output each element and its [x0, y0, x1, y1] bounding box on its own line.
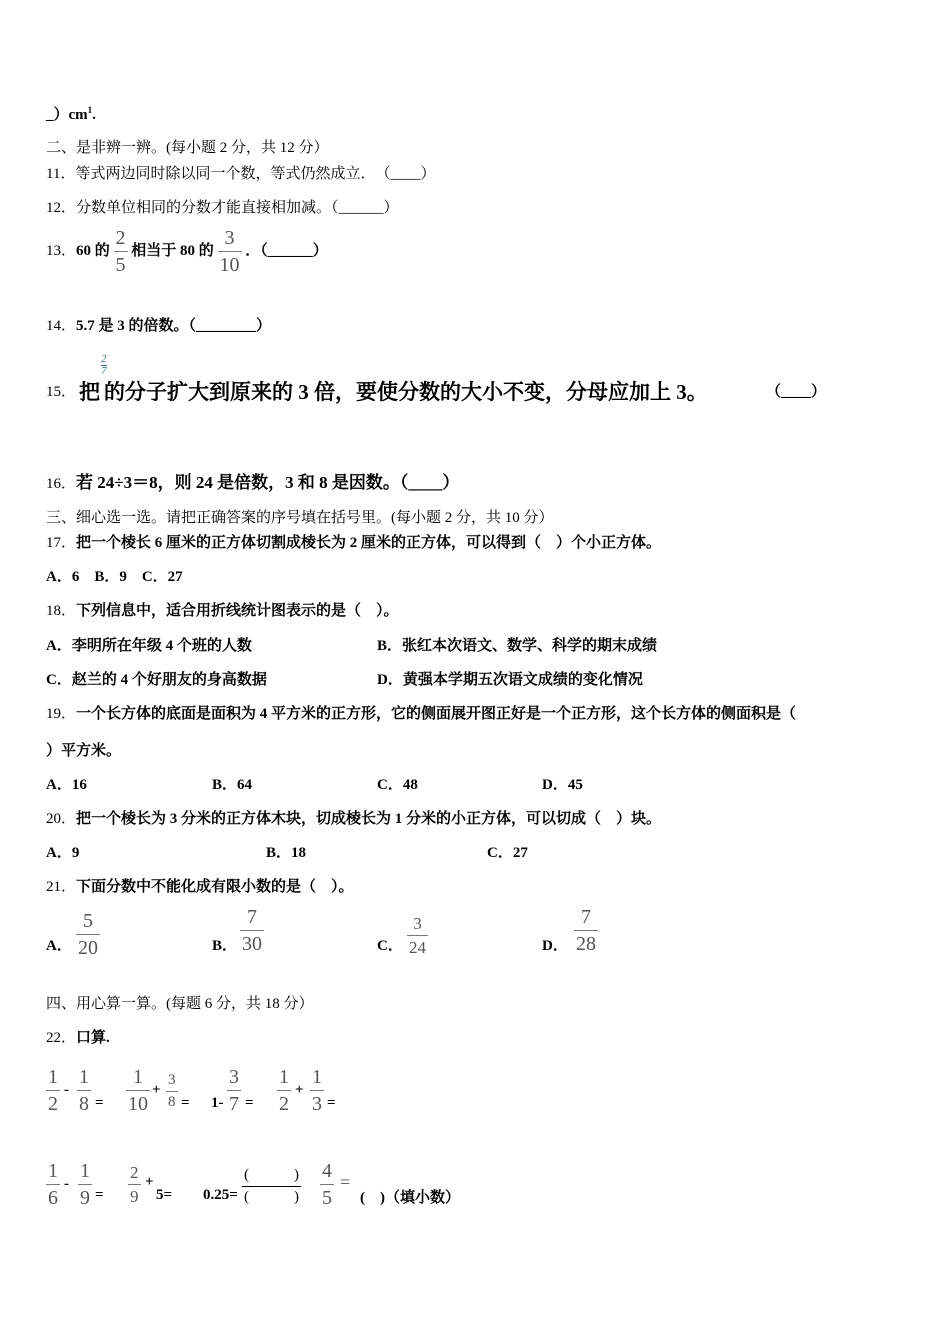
calc-7-blank-top[interactable]: ( )	[244, 1167, 299, 1183]
question-21	[46, 875, 354, 896]
calc-4-fraction-a	[277, 1067, 291, 1114]
calc-6-num: 2	[130, 1163, 139, 1182]
calc-2-b-den: 8	[166, 1091, 178, 1110]
q21-option-b-label: B．	[212, 938, 238, 954]
q10-sup: 1	[87, 105, 93, 115]
q13-f2-numerator: 3	[224, 227, 235, 249]
calc-1-a-num: 1	[48, 1066, 58, 1088]
calc-1-operator: -	[64, 1082, 69, 1098]
calc-2-operator: +	[152, 1082, 161, 1098]
q20-text: 把一个棱长为 3 分米的正方体木块，切成棱长为 1 分米的小正方体，可以切成（ ）块。	[76, 811, 662, 827]
calc-5-fraction-b	[78, 1161, 92, 1208]
q19-option-c: C．48	[377, 777, 418, 793]
calc-2-a-num: 1	[133, 1066, 143, 1088]
calc-2-b-num: 3	[168, 1072, 176, 1088]
q15-number: 15．	[46, 384, 77, 400]
q13-f1-denominator: 5	[114, 251, 128, 275]
question-13	[46, 228, 328, 275]
calc-6-fraction	[128, 1164, 141, 1205]
calc-4-a-num: 1	[279, 1066, 289, 1088]
q21-option-d-fraction	[574, 907, 598, 954]
calc-7-prefix: 0.25=	[203, 1187, 238, 1203]
q19-option-a: A．16	[46, 777, 87, 793]
calc-2-fraction-a	[126, 1067, 150, 1114]
q15-fraction	[101, 354, 107, 377]
q21-option-a-fraction	[76, 911, 100, 958]
q12-text: 分数单位相同的分数才能直接相加减。（______）	[76, 200, 399, 216]
section-4-heading: 四、用心算一算。(每题 6 分，共 18 分）	[46, 996, 314, 1012]
q21-b-numerator: 7	[247, 906, 257, 928]
question-18	[46, 599, 399, 620]
q16-text: 若 24÷3＝8，则 24 是倍数，3 和 8 是因数。（____）	[76, 473, 460, 492]
q18-option-a: A．李明所在年级 4 个班的人数	[46, 638, 252, 654]
calc-3-num: 3	[229, 1066, 239, 1088]
calc-1-b-den: 8	[77, 1090, 91, 1114]
q18-option-b: B．张红本次语文、数学、科学的期末成绩	[377, 638, 658, 654]
q21-c-denominator: 24	[407, 935, 428, 956]
calc-4-equals: =	[327, 1095, 336, 1111]
calc-5-fraction-a	[46, 1161, 60, 1208]
q21-d-numerator: 7	[581, 906, 591, 928]
q18-text: 下列信息中，适合用折线统计图表示的是（ ）。	[76, 603, 399, 619]
calc-1-a-den: 2	[46, 1090, 60, 1114]
calc-8-den: 5	[320, 1184, 334, 1208]
q19-option-b: B．64	[212, 777, 253, 793]
calc-1-fraction-a	[46, 1067, 60, 1114]
calc-8-fraction	[320, 1161, 334, 1208]
calc-4-b-den: 3	[310, 1090, 324, 1114]
q18-number: 18．	[46, 603, 77, 619]
q13-text-1: 60 的	[76, 242, 110, 259]
calc-5-equals: =	[95, 1187, 104, 1203]
q13-text-3: ．（______）	[245, 242, 328, 259]
calc-3-fraction	[227, 1067, 241, 1114]
q19-number: 19．	[46, 706, 77, 722]
q15-numerator: 2	[101, 353, 107, 365]
q13-fraction-1	[114, 228, 128, 275]
q15-text-3: （____）	[766, 384, 827, 400]
q10-tail-text: _）cm	[46, 107, 88, 123]
q14-text: 5.7 是 3 的倍数。（________）	[76, 318, 272, 334]
question-20	[46, 807, 661, 828]
q17-number: 17．	[46, 535, 77, 551]
calc-3-prefix: 1-	[211, 1095, 224, 1111]
q21-option-c-fraction	[407, 915, 428, 956]
calc-8-tail: ( )（填小数）	[360, 1190, 460, 1206]
q21-option-d-label: D．	[542, 938, 568, 954]
calc-4-operator: +	[295, 1082, 304, 1098]
q21-option-a-label: A．	[46, 938, 72, 954]
question-17	[46, 531, 661, 552]
calc-8-num: 4	[322, 1160, 332, 1182]
q19-text-1: 一个长方体的底面是面积为 4 平方米的正方形，它的侧面展开图正好是一个正方形，这个长方体的侧面积是（	[76, 706, 797, 722]
q14-number: 14．	[46, 318, 77, 334]
q17-options: A．6 B．9 C．27	[46, 569, 183, 585]
q13-f2-denominator: 10	[218, 251, 242, 275]
q13-fraction-2	[218, 228, 242, 275]
q20-option-c: C．27	[487, 845, 528, 861]
q21-b-denominator: 30	[240, 930, 264, 954]
q20-number: 20．	[46, 811, 77, 827]
calc-2-equals: =	[181, 1095, 190, 1111]
q11-number: 11．	[46, 166, 76, 182]
question-11	[46, 162, 435, 183]
question-12	[46, 196, 399, 217]
calc-3-den: 7	[227, 1090, 241, 1114]
calc-2-a-den: 10	[126, 1090, 150, 1114]
calc-3-equals: =	[245, 1095, 254, 1111]
calc-7-blank-fraction	[242, 1168, 301, 1205]
q13-number: 13．	[46, 242, 77, 259]
q21-option-b-fraction	[240, 907, 264, 954]
q19-option-d: D．45	[542, 777, 583, 793]
calc-4-fraction-b	[310, 1067, 324, 1114]
calc-8-equals: =	[340, 1172, 351, 1192]
q21-option-c-label: C．	[377, 938, 403, 954]
calc-4-b-num: 1	[312, 1066, 322, 1088]
calc-1-fraction-b	[77, 1067, 91, 1114]
section-3-heading: 三、细心选一选。请把正确答案的序号填在括号里。(每小题 2 分，共 10 分）	[46, 510, 554, 526]
q13-f1-numerator: 2	[115, 227, 126, 249]
calc-6-tail: 5=	[156, 1187, 173, 1203]
calc-1-b-num: 1	[79, 1066, 89, 1088]
q10-end: .	[92, 107, 96, 123]
q17-text: 把一个棱长 6 厘米的正方体切割成棱长为 2 厘米的正方体，可以得到（ ）个小正方体。	[76, 535, 662, 551]
q15-denominator: 7	[101, 365, 107, 377]
q22-number: 22．	[46, 1030, 77, 1046]
q21-d-denominator: 28	[574, 930, 598, 954]
section-2-heading: 二、是非辨一辨。(每小题 2 分，共 12 分）	[46, 140, 329, 156]
q15-text-1: 把	[79, 380, 100, 404]
calc-5-b-den: 9	[78, 1184, 92, 1208]
question-14	[46, 314, 271, 335]
q15-text-2: 的分子扩大到原来的 3 倍，要使分数的大小不变，分母应加上 3。	[104, 380, 708, 404]
question-16	[46, 468, 459, 493]
calc-7-blank-bottom[interactable]: ( )	[242, 1186, 301, 1205]
q21-text: 下面分数中不能化成有限小数的是（ ）。	[76, 879, 354, 895]
q13-text-2: 相当于 80 的	[131, 242, 214, 259]
calc-5-b-num: 1	[80, 1160, 90, 1182]
question-19	[46, 702, 796, 723]
calc-1-equals: =	[95, 1095, 104, 1111]
q20-option-a: A．9	[46, 845, 80, 861]
q22-text: 口算.	[76, 1030, 110, 1046]
q21-a-denominator: 20	[76, 934, 100, 958]
q11-text: 等式两边同时除以同一个数，等式仍然成立． （____）	[75, 166, 436, 182]
q16-number: 16．	[46, 476, 77, 492]
q21-number: 21．	[46, 879, 77, 895]
q18-option-c: C．赵兰的 4 个好朋友的身高数据	[46, 672, 267, 688]
calc-6-operator: +	[145, 1174, 154, 1190]
q21-c-numerator: 3	[413, 914, 422, 933]
calc-6-den: 9	[128, 1184, 141, 1205]
q10-tail	[46, 103, 96, 124]
calc-5-a-num: 1	[48, 1160, 58, 1182]
calc-4-a-den: 2	[277, 1090, 291, 1114]
q21-a-numerator: 5	[83, 910, 93, 932]
q20-option-b: B．18	[266, 845, 307, 861]
q19-text-2: ）平方米。	[46, 743, 122, 759]
q18-option-d: D．黄强本学期五次语文成绩的变化情况	[377, 672, 643, 688]
q12-number: 12．	[46, 200, 77, 216]
question-22	[46, 1026, 110, 1047]
calc-5-operator: -	[64, 1176, 69, 1192]
calc-5-a-den: 6	[46, 1184, 60, 1208]
calc-2-fraction-b	[166, 1073, 178, 1110]
